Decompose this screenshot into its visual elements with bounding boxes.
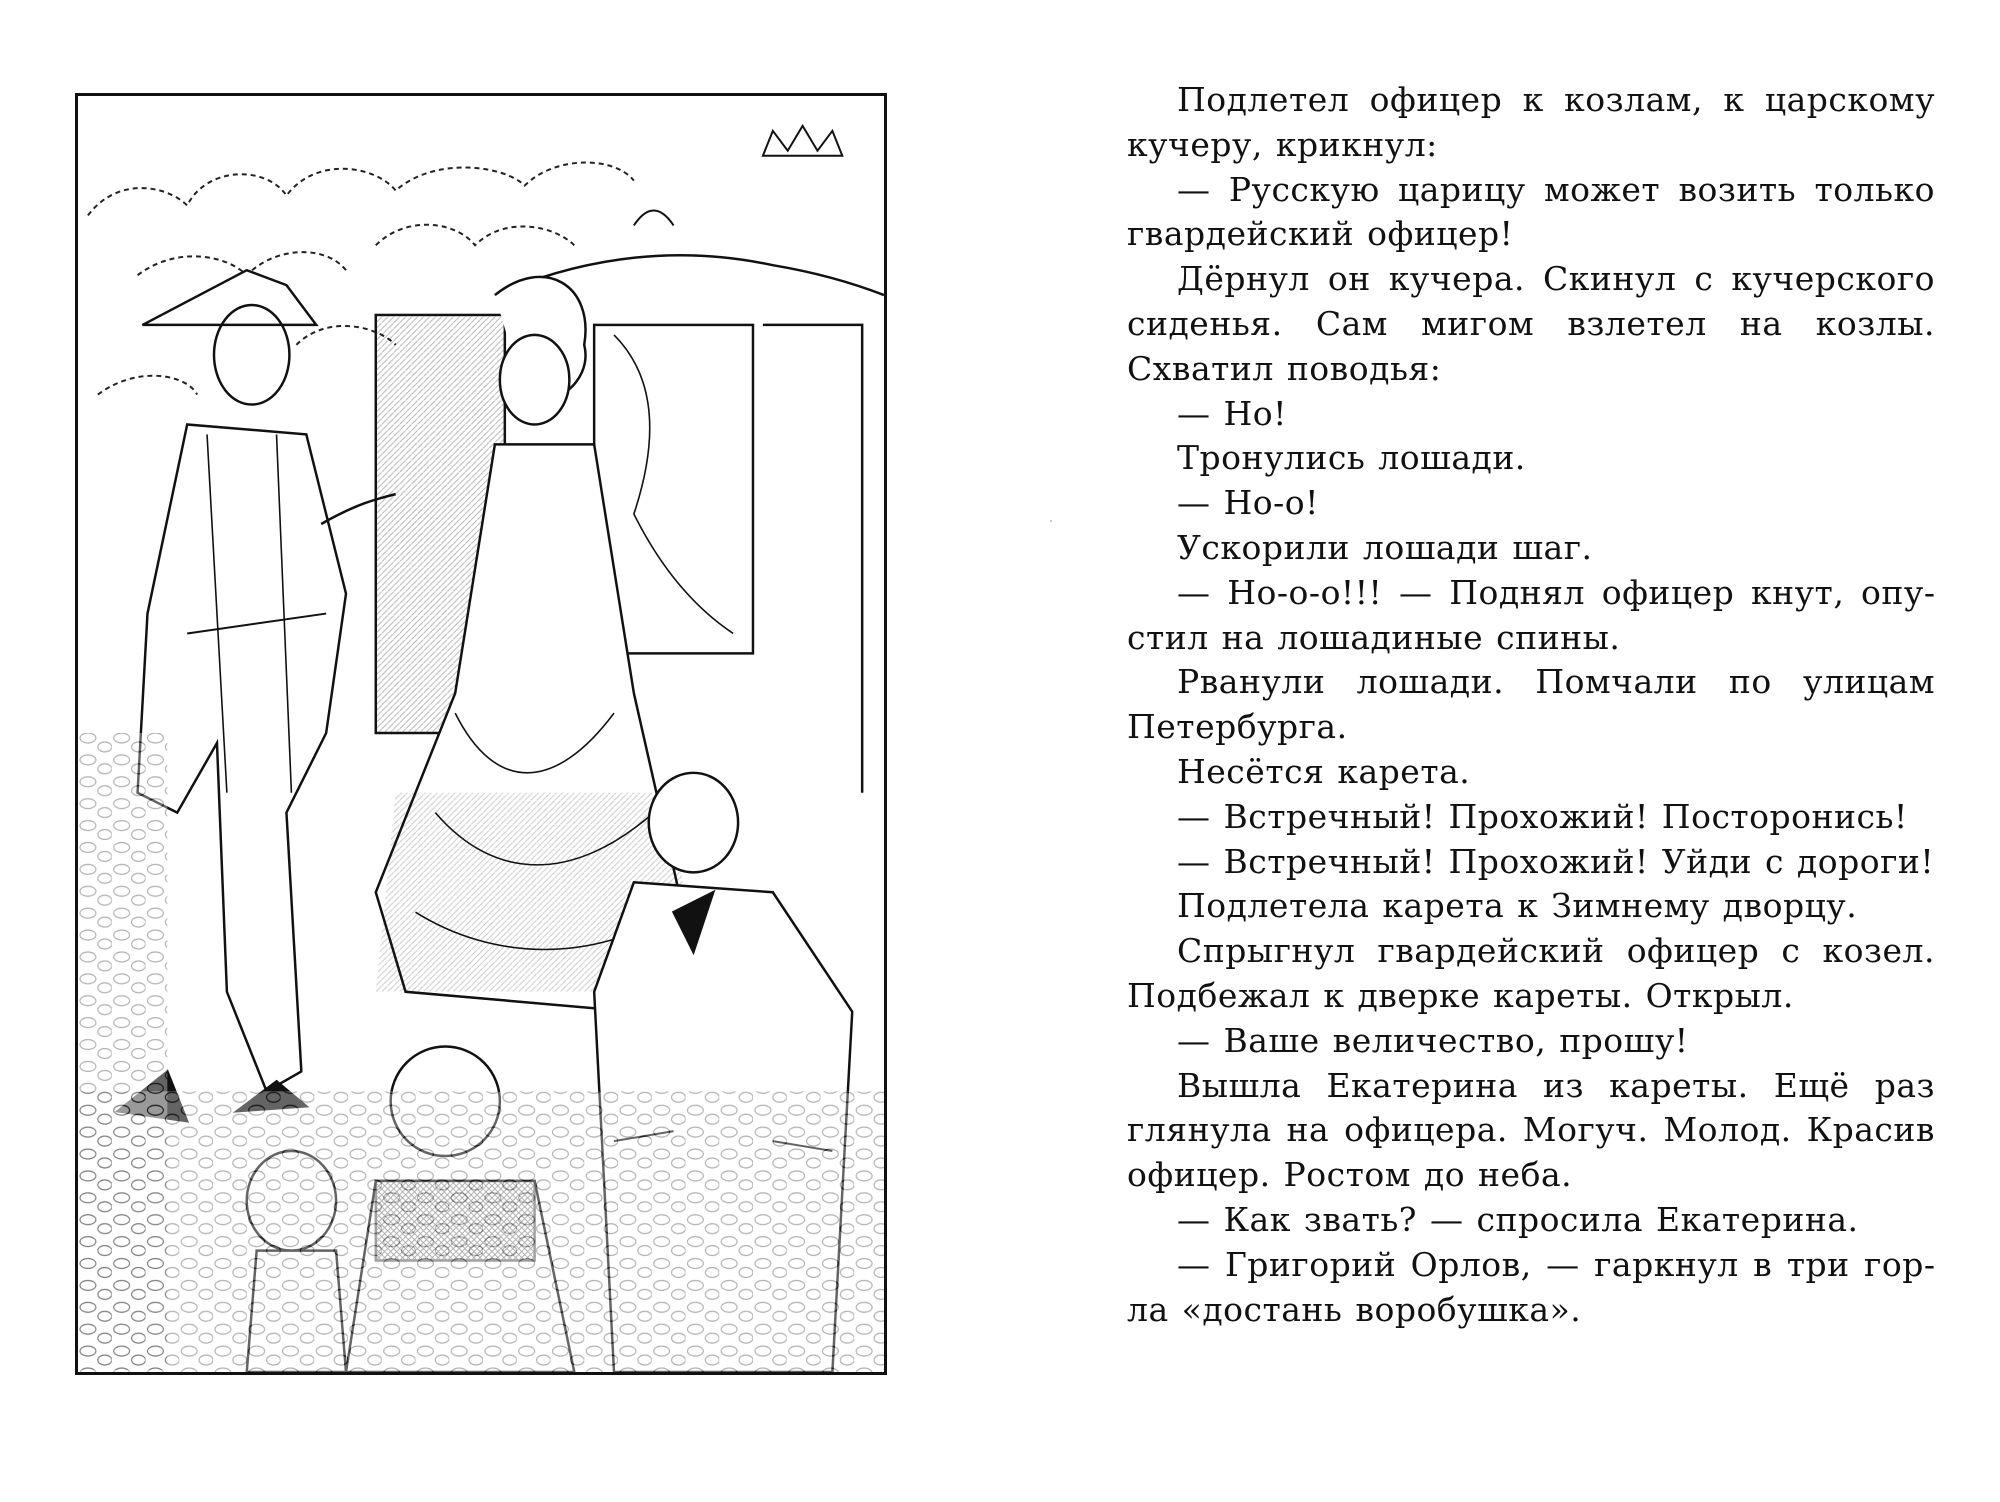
paragraph: — Как звать? — спросила Екатерина.: [1177, 1199, 1859, 1239]
paragraph: Вышла Екатерина из кареты. Ещё раз глянула на офицера. Могуч. Молод. Красив офицер. Ростом до неба.: [1127, 1065, 1935, 1195]
paragraph: — Встречный! Прохожий! Посторонись!: [1177, 796, 1908, 836]
paragraph: — Ваше величество, прошу!: [1177, 1020, 1689, 1060]
paragraph: — Но-о-о!!! — Поднял офицер кнут, опустил на лошадиные спины.: [1127, 572, 1935, 657]
paragraph: Ускорили лошади шаг.: [1177, 527, 1593, 567]
paragraph: Дёрнул он кучера. Скинул с кучерского сиденья. Сам мигом взлетел на козлы. Схватил поводья:: [1127, 259, 1935, 388]
paragraph: Спрыгнул гвардейский офицер с козел. Подбежал к дверке кареты. Открыл.: [1127, 931, 1935, 1015]
paragraph: Несётся карета.: [1177, 751, 1471, 791]
paragraph: — Но-о!: [1177, 483, 1319, 523]
paragraph: Подлетел офицер к козлам, к царскому кучеру, крикнул:: [1127, 80, 1935, 164]
paragraph: — Встречный! Прохожий! Уйди с дороги!: [1177, 841, 1935, 881]
paragraph: — Григорий Орлов, — гаркнул в три горла «достань воробушка».: [1127, 1244, 1935, 1329]
engraving-drawing: [78, 96, 884, 1372]
paragraph: — Но!: [1177, 393, 1287, 433]
text-page: [1127, 78, 1935, 1332]
paragraph: Рванули лошади. Помчали по улицам Петербурга.: [1127, 662, 1935, 747]
paragraph: Подлетела карета к Зимнему дворцу.: [1177, 886, 1858, 926]
paragraph: Тронулись лошади.: [1177, 438, 1526, 478]
crown-ornament: [634, 126, 842, 226]
print-speck: [1050, 520, 1052, 522]
illustration-engraving: [75, 93, 887, 1375]
paragraph: — Русскую царицу может возить только гвардейский офицер!: [1127, 169, 1935, 254]
